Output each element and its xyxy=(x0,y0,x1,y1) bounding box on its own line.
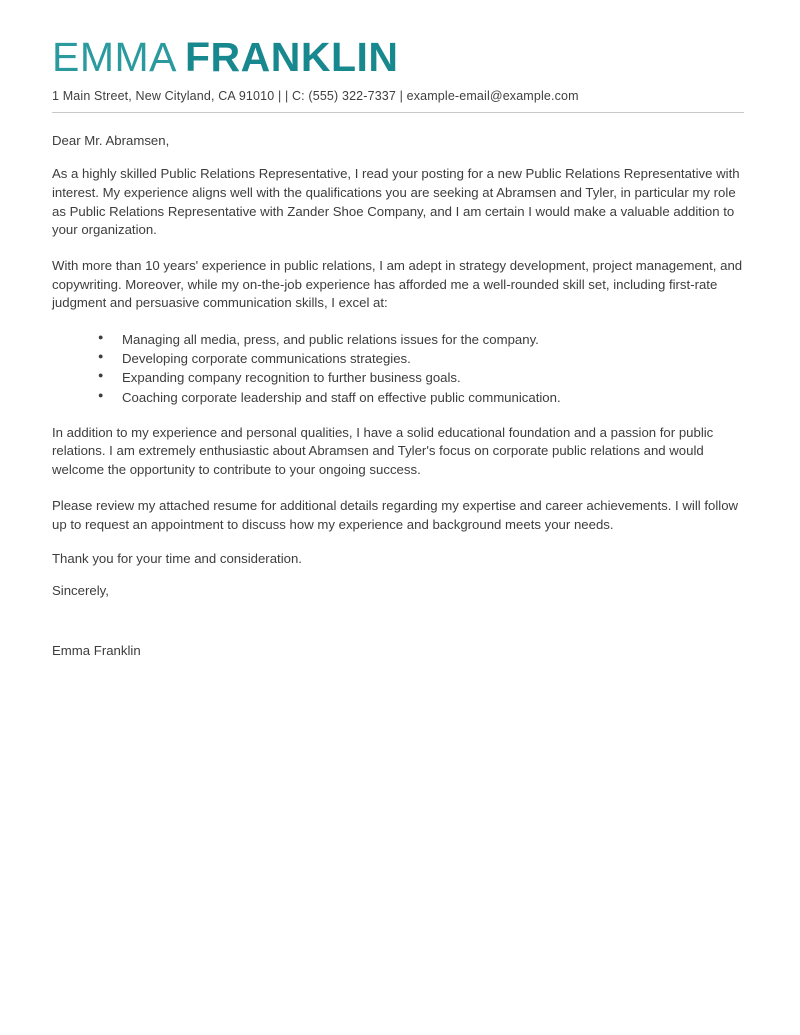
header-divider xyxy=(52,112,744,113)
thanks-line: Thank you for your time and consideration. xyxy=(52,551,302,567)
signoff: Sincerely, xyxy=(52,583,109,599)
paragraph-2: With more than 10 years' experience in public relations, I am adept in strategy development, project management, and copywriting. Moreover, while my on-the-job experience has afforded me a well-rounded skill set, including first-rate judgment and persuasive communication skills, I excel at: xyxy=(52,257,743,311)
signature-name: Emma Franklin xyxy=(52,643,141,659)
paragraph-3: In addition to my experience and personal qualities, I have a solid educational foundation and a passion for public relations. I am extremely enthusiastic about Abramsen and Tyler's focus on corporate public relations and would welcome the opportunity to contribute to your ongoing success. xyxy=(52,424,714,478)
applicant-name xyxy=(52,36,744,79)
applicant-last-name: FRANKLIN xyxy=(185,34,399,80)
paragraph-1: As a highly skilled Public Relations Representative, I read your posting for a new Public Relations Representative with interest. My experience aligns well with the qualifications you are seeking at Abramsen and Tyler, in particular my role as Public Relations Representative with Zander Shoe Company, and I am certain I would make a valuable addition to your organization. xyxy=(52,166,740,238)
letterhead xyxy=(52,28,744,113)
list-item: ● Expanding company recognition to further business goals. xyxy=(98,368,744,387)
applicant-first-name: EMMA xyxy=(52,34,177,80)
letter-body xyxy=(52,133,744,658)
paragraph-4: Please review my attached resume for additional details regarding my expertise and career achievements. I will follow up to request an appointment to discuss how my experience and background meets your needs. xyxy=(52,497,739,532)
list-item: ● Coaching corporate leadership and staff on effective public communication. xyxy=(98,388,744,407)
salutation: Dear Mr. Abramsen, xyxy=(52,133,170,149)
contact-info: 1 Main Street, New Cityland, CA 91010 | | C: (555) 322-7337 | example-email@example.com xyxy=(52,89,579,104)
list-item: ● Managing all media, press, and public relations issues for the company. xyxy=(98,330,744,349)
list-item: ● Developing corporate communications strategies. xyxy=(98,349,744,368)
skills-bullet-list xyxy=(52,330,744,407)
